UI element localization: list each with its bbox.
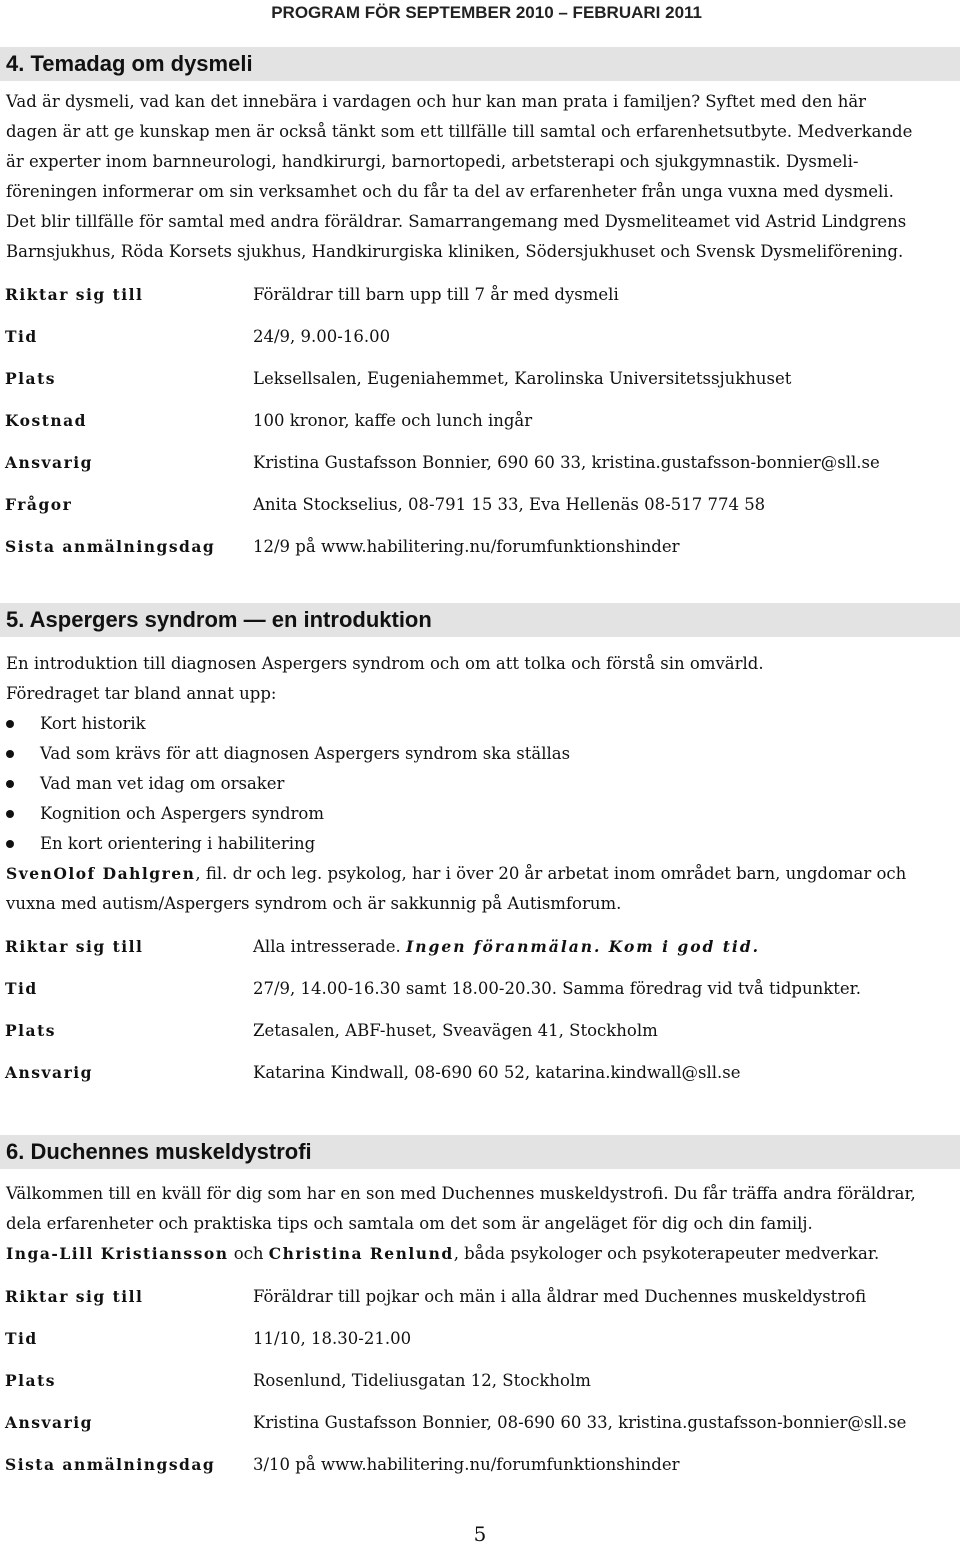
list-item-text: Vad man vet idag om orsaker bbox=[40, 774, 285, 793]
info-value: 24/9, 9.00-16.00 bbox=[253, 326, 391, 346]
info-value: Anita Stockselius, 08-791 15 33, Eva Hellenäs 08-517 774 58 bbox=[253, 494, 766, 514]
list-item-text: Kognition och Aspergers syndrom bbox=[40, 804, 325, 823]
section-description bbox=[0, 87, 960, 267]
info-label: Riktar sig till bbox=[5, 284, 144, 304]
body-line: dagen är att ge kunskap men är också tänkt som ett tillfälle till samtal och erfarenhetsutbyte. Medverkande bbox=[6, 122, 913, 141]
body-line: Vad är dysmeli, vad kan det innebära i vardagen och hur kan man prata i familjen? Syftet med den här bbox=[6, 92, 867, 111]
info-label: Plats bbox=[5, 368, 56, 388]
info-label: Plats bbox=[5, 1020, 56, 1040]
section-aspergers bbox=[0, 603, 960, 1093]
section-intro bbox=[0, 649, 960, 709]
list-item bbox=[6, 769, 960, 799]
bullet-icon bbox=[6, 750, 14, 758]
section-temadag-dysmeli bbox=[0, 47, 960, 567]
info-row-time bbox=[0, 967, 960, 1009]
info-value: Kristina Gustafsson Bonnier, 690 60 33, kristina.gustafsson-bonnier@sll.se bbox=[253, 452, 880, 472]
info-value: Föräldrar till pojkar och män i alla åldrar med Duchennes muskeldystrofi bbox=[253, 1286, 867, 1306]
list-item-text: Kort historik bbox=[40, 714, 146, 733]
info-value: Kristina Gustafsson Bonnier, 08-690 60 33, kristina.gustafsson-bonnier@sll.se bbox=[253, 1412, 907, 1432]
info-label: Riktar sig till bbox=[5, 936, 144, 956]
speaker-line bbox=[6, 859, 956, 889]
info-value: 3/10 på www.habilitering.nu/forumfunktionshinder bbox=[253, 1454, 680, 1474]
list-item-text: En kort orientering i habilitering bbox=[40, 834, 316, 853]
info-label: Frågor bbox=[5, 494, 73, 514]
body-line: är experter inom barnneurologi, handkirurgi, barnortopedi, arbetsterapi och sjukgymnastik. Dysmeli- bbox=[6, 152, 859, 171]
info-value: 11/10, 18.30-21.00 bbox=[253, 1328, 412, 1348]
info-value: Katarina Kindwall, 08-690 60 52, katarina.kindwall@sll.se bbox=[253, 1062, 741, 1082]
body-line: En introduktion till diagnosen Aspergers syndrom och om att tolka och förstå sin omvärld. bbox=[6, 654, 764, 673]
bullet-icon bbox=[6, 840, 14, 848]
info-row-audience bbox=[0, 925, 960, 967]
list-item bbox=[6, 709, 960, 739]
info-row-audience bbox=[0, 273, 960, 315]
info-row-time bbox=[0, 315, 960, 357]
speaker-line bbox=[6, 1239, 956, 1269]
list-item bbox=[6, 799, 960, 829]
body-line: Välkommen till en kväll för dig som har en son med Duchennes muskeldystrofi. Du får träffa andra föräldrar, bbox=[6, 1184, 916, 1203]
info-value: Zetasalen, ABF-huset, Sveavägen 41, Stockholm bbox=[253, 1020, 658, 1040]
info-label: Kostnad bbox=[5, 410, 88, 430]
running-header: PROGRAM FÖR SEPTEMBER 2010 – FEBRUARI 2011 bbox=[271, 3, 702, 22]
bullet-icon bbox=[6, 780, 14, 788]
section-description bbox=[0, 1179, 960, 1269]
info-label: Tid bbox=[5, 1328, 38, 1348]
info-table bbox=[0, 1275, 960, 1485]
info-row-deadline bbox=[0, 1443, 960, 1485]
info-label: Ansvarig bbox=[5, 452, 93, 472]
section-heading: 6. Duchennes muskeldystrofi bbox=[0, 1135, 960, 1169]
info-row-place bbox=[0, 1359, 960, 1401]
speaker-name: Inga-Lill Kristiansson bbox=[6, 1244, 229, 1263]
info-label: Ansvarig bbox=[5, 1412, 93, 1432]
body-line: dela erfarenheter och praktiska tips och samtala om det som är angeläget för dig och din familj. bbox=[6, 1214, 813, 1233]
info-row-time bbox=[0, 1317, 960, 1359]
info-row-deadline bbox=[0, 525, 960, 567]
body-line: Barnsjukhus, Röda Korsets sjukhus, Handkirurgiska kliniken, Södersjukhuset och Svensk Dysmeliförening. bbox=[6, 242, 904, 261]
info-table bbox=[0, 925, 960, 1093]
speaker-name: SvenOlof Dahlgren bbox=[6, 864, 196, 883]
info-row-audience bbox=[0, 1275, 960, 1317]
info-value: Föräldrar till barn upp till 7 år med dysmeli bbox=[253, 284, 619, 304]
speaker-connector: och bbox=[228, 1244, 269, 1263]
section-heading: 4. Temadag om dysmeli bbox=[0, 47, 960, 81]
list-item-text: Vad som krävs för att diagnosen Aspergers syndrom ska ställas bbox=[40, 744, 571, 763]
speaker-name: Christina Renlund bbox=[268, 1244, 454, 1263]
speaker-line: vuxna med autism/Aspergers syndrom och är sakkunnig på Autismforum. bbox=[6, 894, 622, 913]
topic-list bbox=[0, 709, 960, 859]
info-value: 100 kronor, kaffe och lunch ingår bbox=[253, 410, 533, 430]
body-line: föreningen informerar om sin verksamhet och du får ta del av erfarenheter från unga vuxna med dysmeli. bbox=[6, 182, 894, 201]
info-label: Sista anmälningsdag bbox=[5, 536, 216, 556]
list-item bbox=[6, 829, 960, 859]
bullet-icon bbox=[6, 720, 14, 728]
info-label: Ansvarig bbox=[5, 1062, 93, 1082]
body-line: Det blir tillfälle för samtal med andra föräldrar. Samarrangemang med Dysmeliteamet vid Astrid Lindgrens bbox=[6, 212, 907, 231]
info-row-place bbox=[0, 1009, 960, 1051]
info-value: 27/9, 14.00-16.30 samt 18.00-20.30. Samma föredrag vid två tidpunkter. bbox=[253, 978, 861, 998]
info-label: Tid bbox=[5, 326, 38, 346]
body-line: Föredraget tar bland annat upp: bbox=[6, 684, 277, 703]
info-value: Rosenlund, Tideliusgatan 12, Stockholm bbox=[253, 1370, 591, 1390]
info-value bbox=[253, 937, 760, 956]
info-row-responsible bbox=[0, 1051, 960, 1093]
info-value: 12/9 på www.habilitering.nu/forumfunktionshinder bbox=[253, 536, 680, 556]
list-item bbox=[6, 739, 960, 769]
info-row-responsible bbox=[0, 441, 960, 483]
speaker-text: , fil. dr och leg. psykolog, har i över 20 år arbetat inom området barn, ungdomar och bbox=[195, 864, 907, 883]
info-emphasis: Ingen föranmälan. Kom i god tid. bbox=[406, 936, 761, 956]
info-row-questions bbox=[0, 483, 960, 525]
section-duchennes bbox=[0, 1135, 960, 1485]
info-value-text: Alla intresserade. bbox=[253, 936, 401, 956]
info-row-place bbox=[0, 357, 960, 399]
bullet-icon bbox=[6, 810, 14, 818]
info-label: Riktar sig till bbox=[5, 1286, 144, 1306]
info-label: Sista anmälningsdag bbox=[5, 1454, 216, 1474]
page-number: 5 bbox=[473, 1522, 487, 1546]
speaker-text: , båda psykologer och psykoterapeuter medverkar. bbox=[453, 1244, 880, 1263]
info-row-responsible bbox=[0, 1401, 960, 1443]
info-value: Leksellsalen, Eugeniahemmet, Karolinska Universitetssjukhuset bbox=[253, 368, 792, 388]
info-label: Tid bbox=[5, 978, 38, 998]
info-table bbox=[0, 273, 960, 567]
info-row-cost bbox=[0, 399, 960, 441]
section-heading: 5. Aspergers syndrom — en introduktion bbox=[0, 603, 960, 637]
info-label: Plats bbox=[5, 1370, 56, 1390]
speaker-info bbox=[0, 859, 960, 919]
